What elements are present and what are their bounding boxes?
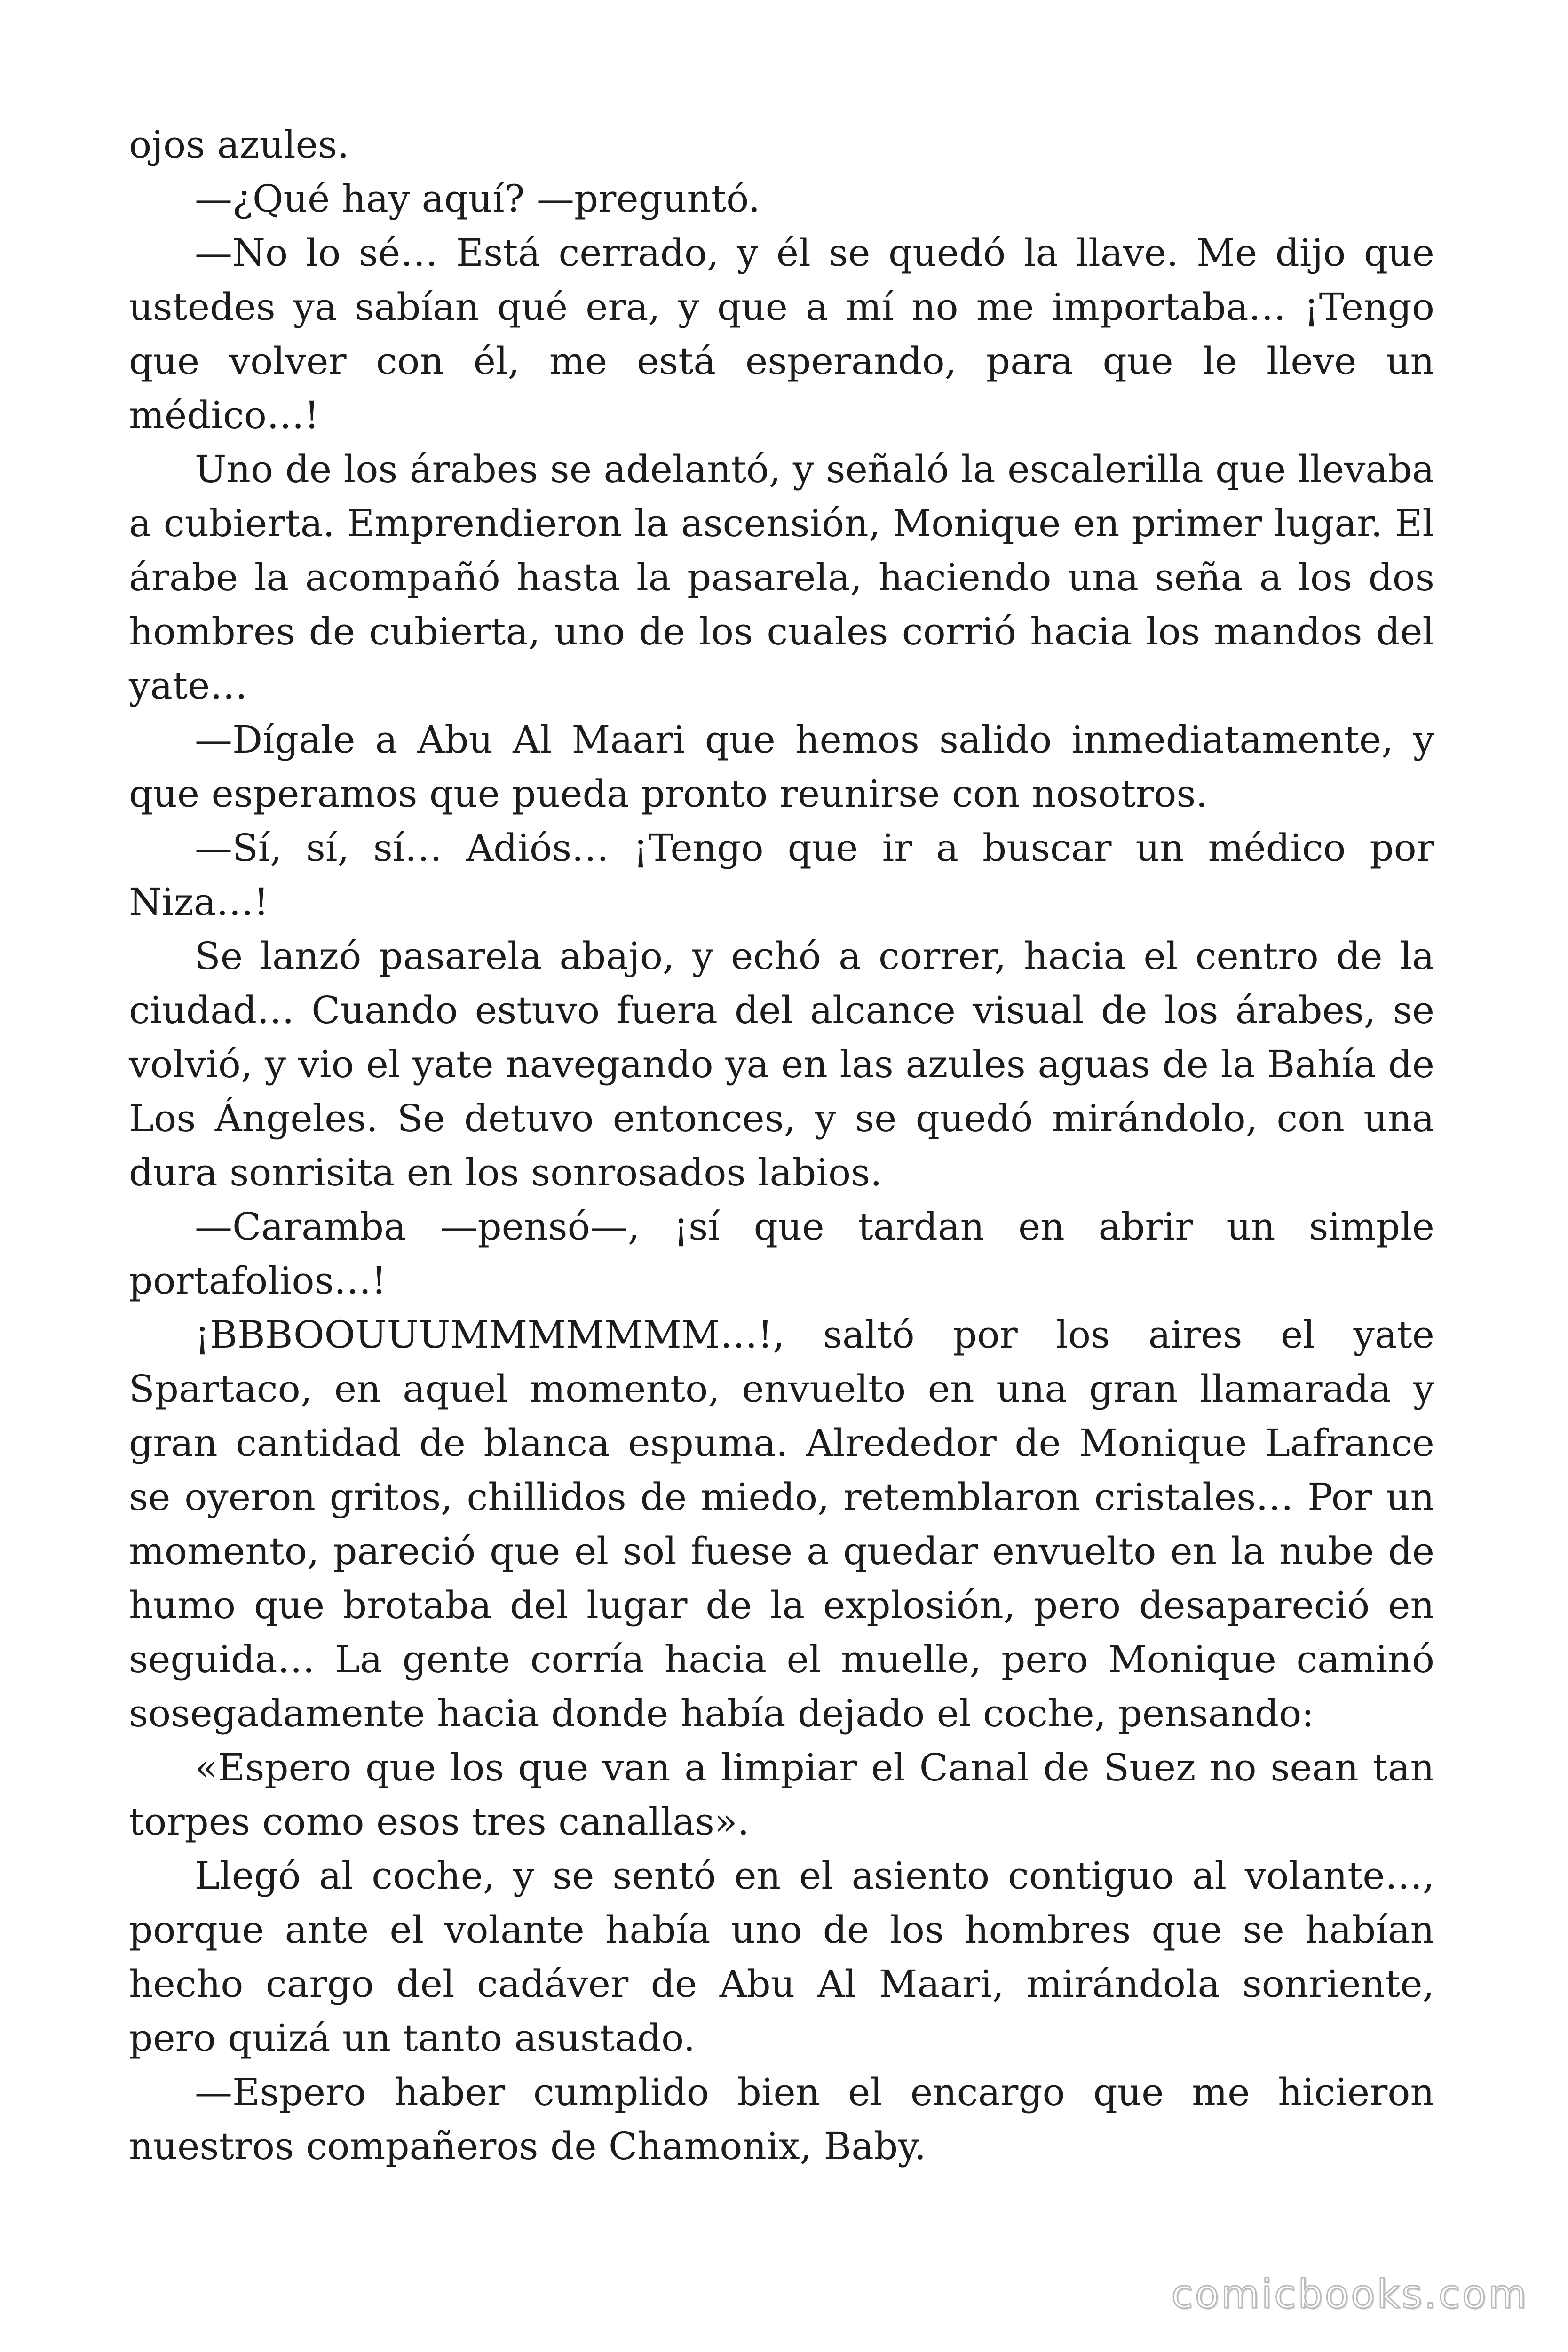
paragraph-narration-departure: Se lanzó pasarela abajo, y echó a correr, hacia el centro de la ciudad… Cuando estuvo fuera del alcance visual de los árabes, se volvió, y vio el yate navegando ya en las azules aguas de la Bahía de Los Ángeles. Se detuvo entonces, y se quedó mirándolo, con una dura sonrisita en los sonrosados labios. (129, 934, 1434, 1194)
paragraph-dialogue-message: —Dígale a Abu Al Maari que hemos salido inmediatamente, y que esperamos que pueda pronto reunirse con nosotros. (129, 718, 1434, 816)
paragraph-narration-explosion: ¡BBBOOUUUMMMMMMM…!, saltó por los aires el yate Spartaco, en aquel momento, envuelto en una gran llamarada y gran cantidad de blanca espuma. Alrededor de Monique Lafrance se oyeron gritos, chillidos de miedo, retemblaron cristales… Por un momento, pareció que el sol fuese a quedar envuelto en la nube de humo que brotaba del lugar de la explosión, pero desapareció en seguida… La gente corría hacia el muelle, pero Monique caminó sosegadamente hacia donde había dejado el coche, pensando: (129, 1313, 1434, 1735)
paragraph-dialogue-reply: —No lo sé… Está cerrado, y él se quedó la llave. Me dijo que ustedes ya sabían qué era, y que a mí no me importaba… ¡Tengo que volver con él, me está esperando, para que le lleve un médico…! (129, 231, 1434, 437)
paragraph-narration-car: Llegó al coche, y se sentó en el asiento contiguo al volante…, porque ante el volante había uno de los hombres que se habían hecho cargo del cadáver de Abu Al Maari, mirándola sonriente, pero quizá un tanto asustado. (129, 1854, 1434, 2060)
paragraph-continuation: ojos azules. (129, 123, 349, 167)
paragraph-dialogue-goodbye: —Sí, sí, sí… Adiós… ¡Tengo que ir a buscar un médico por Niza…! (129, 826, 1434, 924)
paragraph-narration-boarding: Uno de los árabes se adelantó, y señaló la escalerilla que llevaba a cubierta. Emprendieron la ascensión, Monique en primer lugar. El árabe la acompañó hasta la pasarela, haciendo una seña a los dos hombres de cubierta, uno de los cuales corrió hacia los mandos del yate… (129, 447, 1434, 707)
paragraph-dialogue-final: —Espero haber cumplido bien el encargo que me hicieron nuestros compañeros de Chamonix, Baby. (129, 2070, 1434, 2168)
paragraph-inner-quote: «Espero que los que van a limpiar el Canal de Suez no sean tan torpes como esos tres canallas». (129, 1746, 1434, 1843)
body-text (129, 118, 1434, 2173)
watermark: comicbooks.com (1171, 2271, 1528, 2317)
paragraph-dialogue-question: —¿Qué hay aquí? —preguntó. (195, 177, 760, 221)
paragraph-thought: —Caramba —pensó—, ¡sí que tardan en abrir un simple portafolios…! (129, 1205, 1434, 1303)
